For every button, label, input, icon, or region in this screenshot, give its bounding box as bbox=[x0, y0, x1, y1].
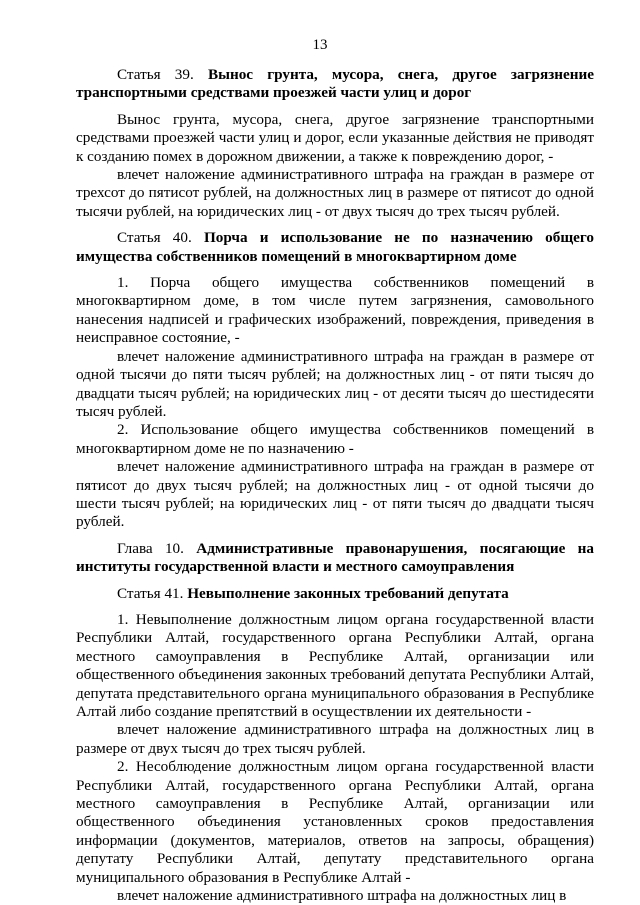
article-41-title: Невыполнение законных требований депутата bbox=[187, 584, 509, 602]
article-40-heading bbox=[76, 229, 594, 266]
article-40-part-1: 1. Порча общего имущества собственников помещений в многоквартирном доме, в том числе путем загрязнения, самовольного нанесения надписей и графических изображений, повреждения, приведения в неисправное состояние, - bbox=[76, 274, 594, 347]
article-40-number: Статья 40. bbox=[117, 229, 204, 247]
article-39-penalty: влечет наложение административного штрафа на граждан в размере от трехсот до пятисот рублей, на должностных лиц в размере от пятисот до одной тысячи рублей, на юридических лиц - от двух тысяч до трех тысяч рублей. bbox=[76, 166, 594, 220]
article-41-part-1: 1. Невыполнение должностным лицом органа государственной власти Республики Алтай, государственного органа Республики Алтай, органа местного самоуправления в Республике Алтай, организации или общественного объединения законных требований депутата Республики Алтай, депутата представительного органа муниципального образования в Республике Алтай либо создание препятствий в осуществлении их деятельности - bbox=[76, 610, 594, 720]
article-41-part-2-penalty: влечет наложение административного штрафа на должностных лиц в bbox=[117, 887, 567, 905]
page-number: 13 bbox=[312, 37, 328, 53]
article-40-title: Порча и использование не по назначению общего имущества собственников помещений в многоквартирном доме bbox=[76, 229, 595, 265]
chapter-10-number: Глава 10. bbox=[117, 539, 197, 557]
chapter-10-heading bbox=[76, 540, 594, 577]
article-40-part-2: 2. Использование общего имущества собственников помещений в многоквартирном доме не по назначению - bbox=[76, 421, 594, 457]
document-body bbox=[76, 66, 594, 905]
chapter-10-title: Административные правонарушения, посягающие на институты государственной власти и местного самоуправления bbox=[76, 539, 595, 576]
article-39-title: Вынос грунта, мусора, снега, другое загрязнение транспортными средствами проезжей части улиц и дорог bbox=[76, 66, 595, 102]
article-41-number: Статья 41. bbox=[117, 584, 188, 602]
article-41-part-2: 2. Несоблюдение должностным лицом органа государственной власти Республики Алтай, государственного органа Республики Алтай, органа местного самоуправления в Республике Алтай, организации или общественного объединения установленных сроков предоставления информации (документов, материалов, ответов на запросы, обращения) депутату Республики Алтай, депутату представительного органа муниципального образования в Республике Алтай - bbox=[76, 758, 594, 886]
article-40-part-1-penalty: влечет наложение административного штрафа на граждан в размере от одной тысячи до пяти тысяч рублей; на должностных лиц - от пяти тысяч до двадцати тысяч рублей; на юридических лиц - от десяти тысяч до шестидесяти тысяч рублей. bbox=[76, 347, 594, 420]
article-39-number: Статья 39. bbox=[117, 66, 208, 83]
article-41-heading bbox=[76, 585, 594, 603]
article-39-heading bbox=[76, 66, 594, 103]
article-39-text: Вынос грунта, мусора, снега, другое загрязнение транспортными средствами проезжей части улиц и дорог, если указанные действия не приводят к созданию помех в дорожном движении, а также к повреждению дорог, - bbox=[76, 110, 594, 165]
article-40-part-2-penalty: влечет наложение административного штрафа на граждан в размере от пятисот до двух тысяч рублей; на должностных лиц - от одной тысячи до шести тысяч рублей; на юридических лиц - от пяти тысяч до двадцати тысяч рублей. bbox=[76, 458, 594, 531]
article-41-part-1-penalty: влечет наложение административного штрафа на должностных лиц в размере от двух тысяч до трех тысяч рублей. bbox=[76, 721, 594, 757]
